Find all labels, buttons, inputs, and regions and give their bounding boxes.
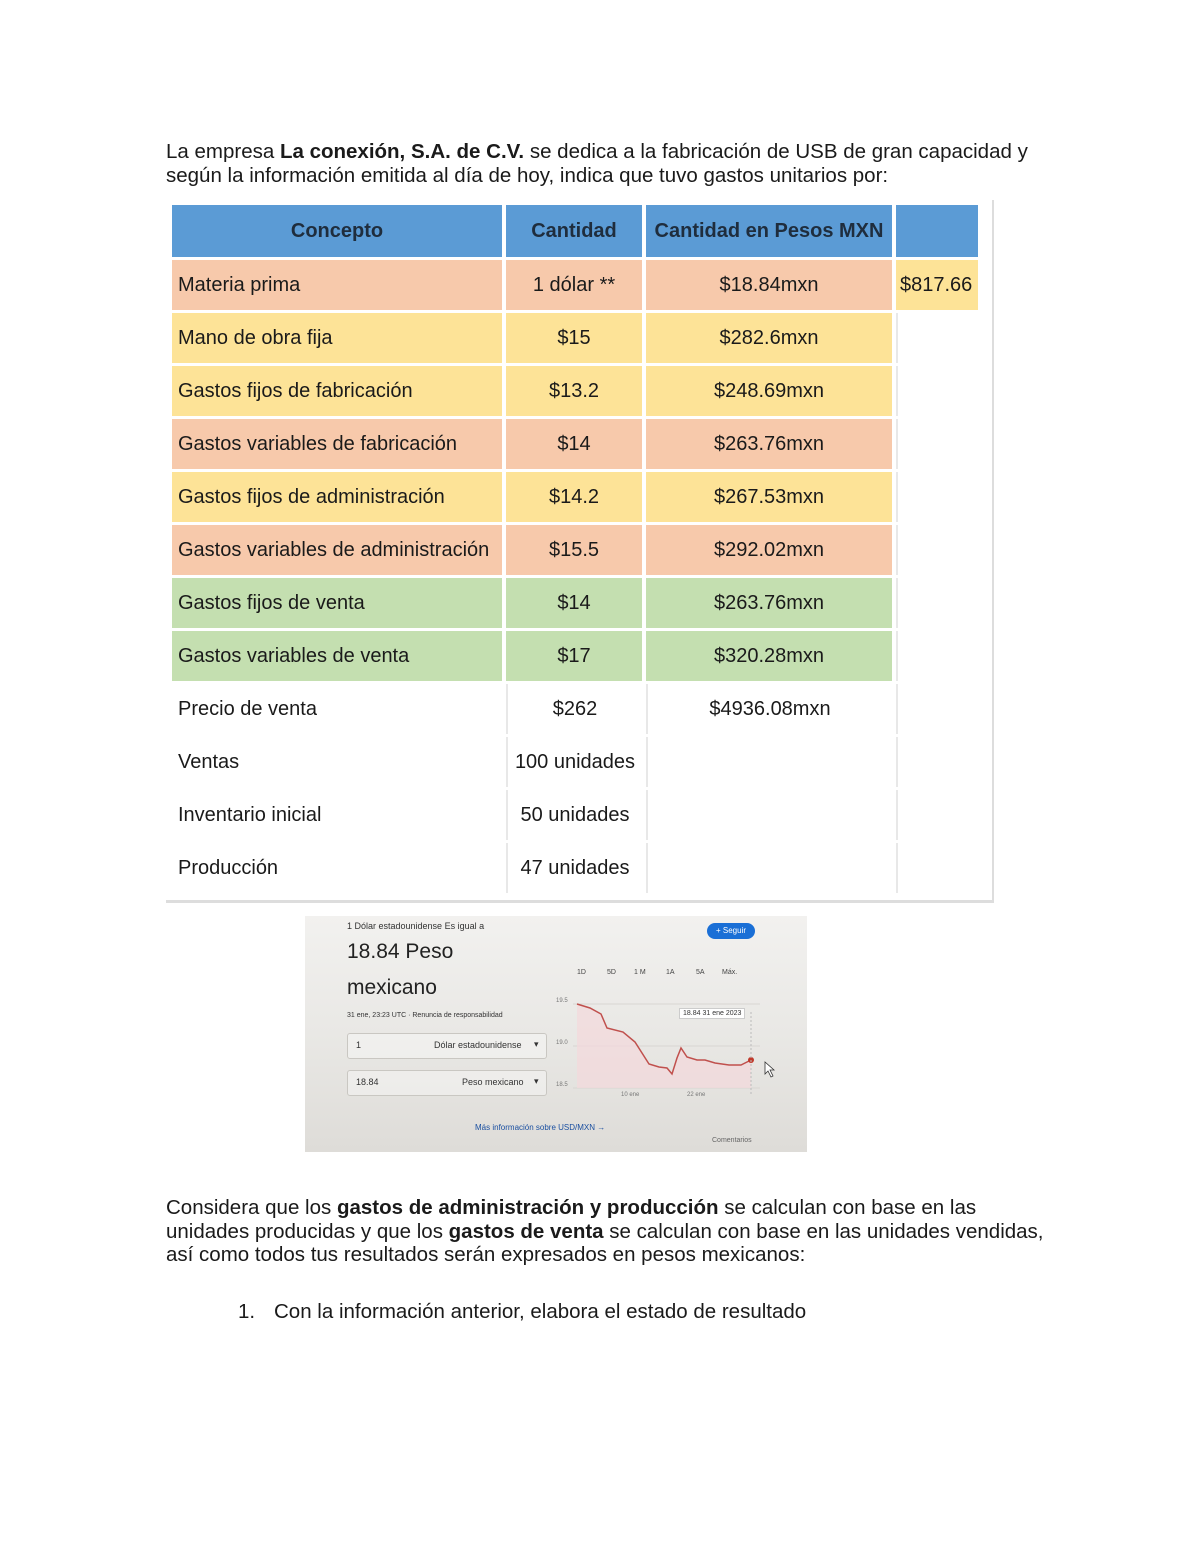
rate-line-2: mexicano bbox=[347, 976, 437, 999]
table-row bbox=[172, 366, 978, 416]
row-pesos bbox=[646, 843, 892, 893]
cost-table-container bbox=[166, 200, 994, 903]
row-extra bbox=[896, 684, 978, 734]
row-pesos: $320.28mxn bbox=[646, 631, 892, 681]
row-concepto: Gastos variables de fabricación bbox=[172, 419, 502, 469]
row-cantidad: $14.2 bbox=[506, 472, 642, 522]
para-bold: gastos de administración y producción bbox=[336, 1196, 719, 1219]
row-extra bbox=[896, 525, 978, 575]
header-pesos: Cantidad en Pesos MXN bbox=[646, 205, 892, 257]
row-concepto: Gastos fijos de administración bbox=[172, 472, 502, 522]
list-text: Con la información anterior, elabora el estado de resultado bbox=[274, 1300, 807, 1323]
range-tab[interactable]: Máx. bbox=[722, 969, 738, 976]
mouse-cursor-icon bbox=[765, 1062, 774, 1077]
list-number: 1. bbox=[238, 1300, 256, 1323]
row-concepto: Materia prima bbox=[172, 260, 502, 310]
table-row bbox=[172, 313, 978, 363]
row-concepto: Precio de venta bbox=[172, 684, 502, 734]
table-row bbox=[172, 790, 978, 840]
row-pesos: $263.76mxn bbox=[646, 578, 892, 628]
chevron-down-icon: ▾ bbox=[534, 1076, 539, 1086]
para-bold: gastos de venta bbox=[448, 1219, 604, 1243]
range-tab[interactable]: 1D bbox=[577, 969, 586, 976]
row-extra bbox=[896, 631, 978, 681]
row-pesos: $267.53mxn bbox=[646, 472, 892, 522]
row-concepto: Gastos fijos de venta bbox=[172, 578, 502, 628]
header-extra bbox=[896, 205, 978, 257]
row-concepto: Producción bbox=[172, 843, 502, 893]
row-cantidad: 100 unidades bbox=[506, 737, 642, 787]
row-extra bbox=[896, 737, 978, 787]
row-pesos: $263.76mxn bbox=[646, 419, 892, 469]
row-cantidad: $14 bbox=[506, 419, 642, 469]
row-cantidad: $15 bbox=[506, 313, 642, 363]
table-header-row bbox=[172, 205, 978, 257]
row-extra bbox=[896, 843, 978, 893]
row-pesos: $18.84mxn bbox=[646, 260, 892, 310]
table-row bbox=[172, 578, 978, 628]
company-name: La conexión, S.A. de C.V. bbox=[279, 140, 525, 163]
row-extra bbox=[896, 419, 978, 469]
para-part: se calculan con base en las unidades producidas y que los bbox=[166, 1196, 977, 1243]
row-concepto: Gastos variables de venta bbox=[172, 631, 502, 681]
row-pesos: $4936.08mxn bbox=[646, 684, 892, 734]
row-extra bbox=[896, 472, 978, 522]
follow-button[interactable]: + Seguir bbox=[707, 923, 755, 939]
table-row bbox=[172, 684, 978, 734]
cost-table bbox=[168, 202, 982, 896]
row-concepto: Inventario inicial bbox=[172, 790, 502, 840]
row-concepto: Gastos fijos de fabricación bbox=[172, 366, 502, 416]
row-concepto: Mano de obra fija bbox=[172, 313, 502, 363]
rate-line-chart bbox=[305, 916, 807, 1152]
table-row bbox=[172, 843, 978, 893]
intro-pre: La empresa bbox=[166, 140, 280, 163]
exchange-rate-photo bbox=[305, 916, 807, 1152]
row-extra bbox=[896, 790, 978, 840]
row-extra bbox=[896, 313, 978, 363]
more-info-link[interactable]: Más información sobre USD/MXN → bbox=[475, 1123, 606, 1132]
table-row bbox=[172, 525, 978, 575]
feedback-link[interactable]: Comentarios bbox=[712, 1137, 752, 1144]
x-tick: 10 ene bbox=[621, 1092, 640, 1098]
range-tab[interactable]: 1A bbox=[666, 969, 675, 976]
table-row bbox=[172, 472, 978, 522]
table-row bbox=[172, 260, 978, 310]
list-item bbox=[238, 1300, 806, 1324]
row-cantidad: 1 dólar ** bbox=[506, 260, 642, 310]
table-row bbox=[172, 631, 978, 681]
range-tab[interactable]: 1 M bbox=[634, 969, 646, 976]
row-extra bbox=[896, 366, 978, 416]
row-cantidad: $15.5 bbox=[506, 525, 642, 575]
table-row bbox=[172, 737, 978, 787]
header-concepto: Concepto bbox=[172, 205, 502, 257]
range-tab[interactable]: 5D bbox=[607, 969, 616, 976]
instructions-paragraph bbox=[166, 1196, 1046, 1267]
row-cantidad: 50 unidades bbox=[506, 790, 642, 840]
converter-header: 1 Dólar estadounidense Es igual a bbox=[347, 921, 485, 931]
y-tick: 19.0 bbox=[556, 1040, 568, 1046]
from-amount: 1 bbox=[356, 1040, 362, 1050]
row-cantidad: $13.2 bbox=[506, 366, 642, 416]
row-extra bbox=[896, 578, 978, 628]
chart-tooltip: 18.84 31 ene 2023 bbox=[679, 1008, 745, 1019]
task-list bbox=[238, 1300, 806, 1324]
chevron-down-icon: ▾ bbox=[534, 1039, 539, 1049]
row-pesos bbox=[646, 737, 892, 787]
row-cantidad: $262 bbox=[506, 684, 642, 734]
rate-line-1: 18.84 Peso bbox=[347, 940, 454, 963]
rate-timestamp: 31 ene, 23:23 UTC · Renuncia de responsabilidad bbox=[347, 1012, 503, 1019]
table-row bbox=[172, 419, 978, 469]
row-cantidad: $14 bbox=[506, 578, 642, 628]
row-pesos: $248.69mxn bbox=[646, 366, 892, 416]
to-currency: Peso mexicano bbox=[462, 1077, 524, 1087]
para-part: se calculan con base en las unidades vendidas, así como todos tus resultados serán expresados en pesos mexicanos: bbox=[166, 1219, 1044, 1266]
intro-paragraph bbox=[166, 140, 1046, 188]
y-tick: 19.5 bbox=[556, 998, 568, 1004]
row-concepto: Ventas bbox=[172, 737, 502, 787]
y-tick: 18.5 bbox=[556, 1082, 568, 1088]
para-part: Considera que los bbox=[166, 1196, 337, 1219]
intro-post: se dedica a la fabricación de USB de gran capacidad y según la información emitida al día de hoy, indica que tuvo gastos unitarios por: bbox=[166, 140, 1028, 187]
to-amount: 18.84 bbox=[356, 1077, 379, 1087]
row-pesos: $292.02mxn bbox=[646, 525, 892, 575]
x-tick: 22 ene bbox=[687, 1092, 706, 1098]
row-extra-total: $817.66 bbox=[896, 260, 978, 310]
from-currency: Dólar estadounidense bbox=[434, 1040, 522, 1050]
row-cantidad: $17 bbox=[506, 631, 642, 681]
row-pesos: $282.6mxn bbox=[646, 313, 892, 363]
row-cantidad: 47 unidades bbox=[506, 843, 642, 893]
range-tab[interactable]: 5A bbox=[696, 969, 705, 976]
header-cantidad: Cantidad bbox=[506, 205, 642, 257]
row-pesos bbox=[646, 790, 892, 840]
row-concepto: Gastos variables de administración bbox=[172, 525, 502, 575]
